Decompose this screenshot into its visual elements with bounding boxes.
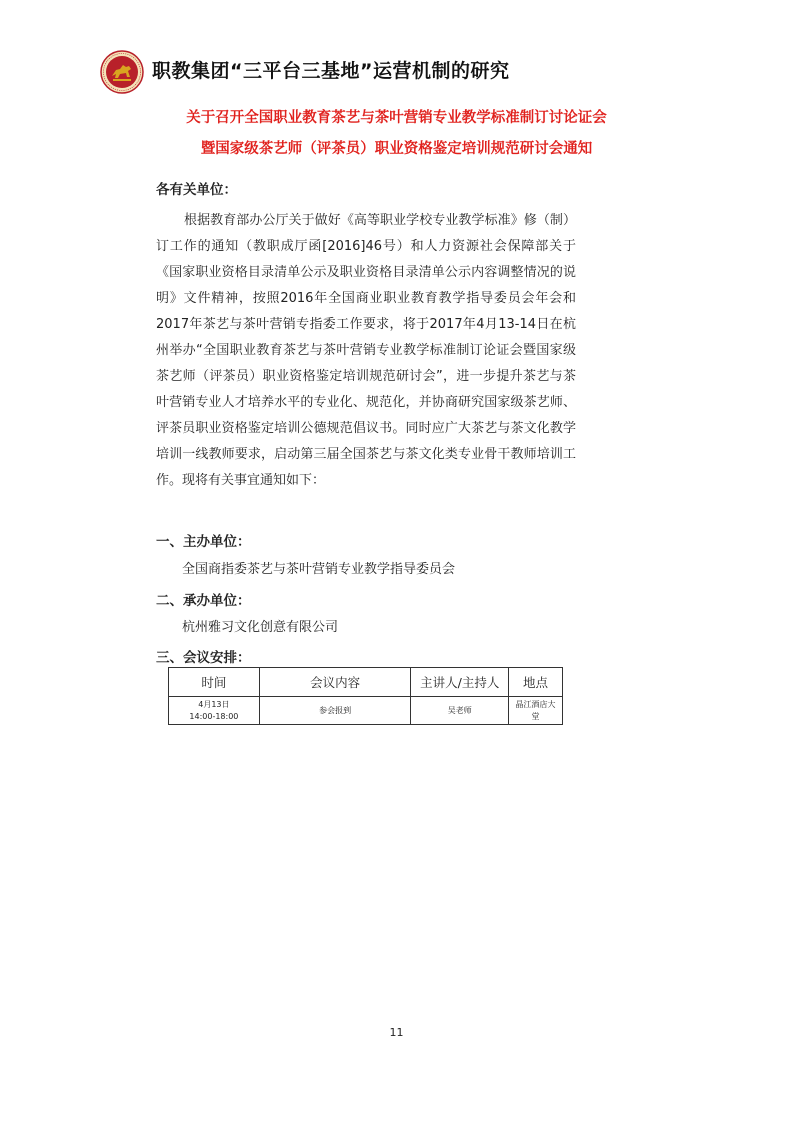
col-header-content: 会议内容 [259,668,411,697]
col-header-speaker: 主讲人/主持人 [411,668,509,697]
schedule-table [168,667,563,725]
table-row [169,697,563,725]
notice-title-line-2: 暨国家级茶艺师（评茶员）职业资格鉴定培训规范研讨会通知 [200,141,593,157]
salutation: 各有关单位： [156,182,237,198]
host-text: 杭州雅习文化创意有限公司 [182,620,339,635]
time-text: 14:00-18:00 [189,711,239,721]
page-header [100,50,660,100]
content-cell: 参会报到 [259,697,411,725]
date-text: 4月13日 [198,699,230,709]
notice-title-line-1: 关于召开全国职业教育茶艺与茶叶营销专业教学标准制订讨论证会 [186,110,607,126]
col-header-place: 地点 [509,668,563,697]
schedule-heading: 三、会议安排： [156,650,251,666]
organizer-heading: 一、主办单位： [156,534,251,550]
place-cell: 晶江酒店大堂 [509,697,563,725]
speaker-cell: 吴老师 [411,697,509,725]
organizer-text: 全国商指委茶艺与茶叶营销专业教学指导委员会 [182,562,456,577]
notice-body: 根据教育部办公厅关于做好《高等职业学校专业教学标准》修（制）订工作的通知（教职成厅函[2016]46号）和人力资源社会保障部关于《国家职业资格目录清单公示及职业资格目录清单公示内容调整情况的说明》文件精神，按照2016年全国商业职业教育教学指导委员会年会和2017年茶艺与茶叶营销专指委工作要求，将于2017年4月13-14日在杭州举办“全国职业教育茶艺与茶叶营销专业教学标准制订论证会暨国家级茶艺师（评茶员）职业资格鉴定培训规范研讨会”，进一步提升茶艺与茶叶营销专业人才培养水平的专业化、规范化，并协商研究国家级茶艺师、评茶员职业资格鉴定培训公德规范倡议书。同时应广大茶艺与茶文化教学培训一线教师要求，启动第三届全国茶艺与茶文化类专业骨干教师培训工作。现将有关事宜通知如下： [156,213,576,488]
header-title: 职教集团“三平台三基地”运营机制的研究 [152,60,510,82]
college-emblem-icon [100,50,144,94]
host-heading: 二、承办单位： [156,593,251,609]
time-cell [169,697,260,725]
page-number: 11 [389,1026,404,1039]
table-header-row [169,668,563,697]
col-header-time: 时间 [169,668,260,697]
